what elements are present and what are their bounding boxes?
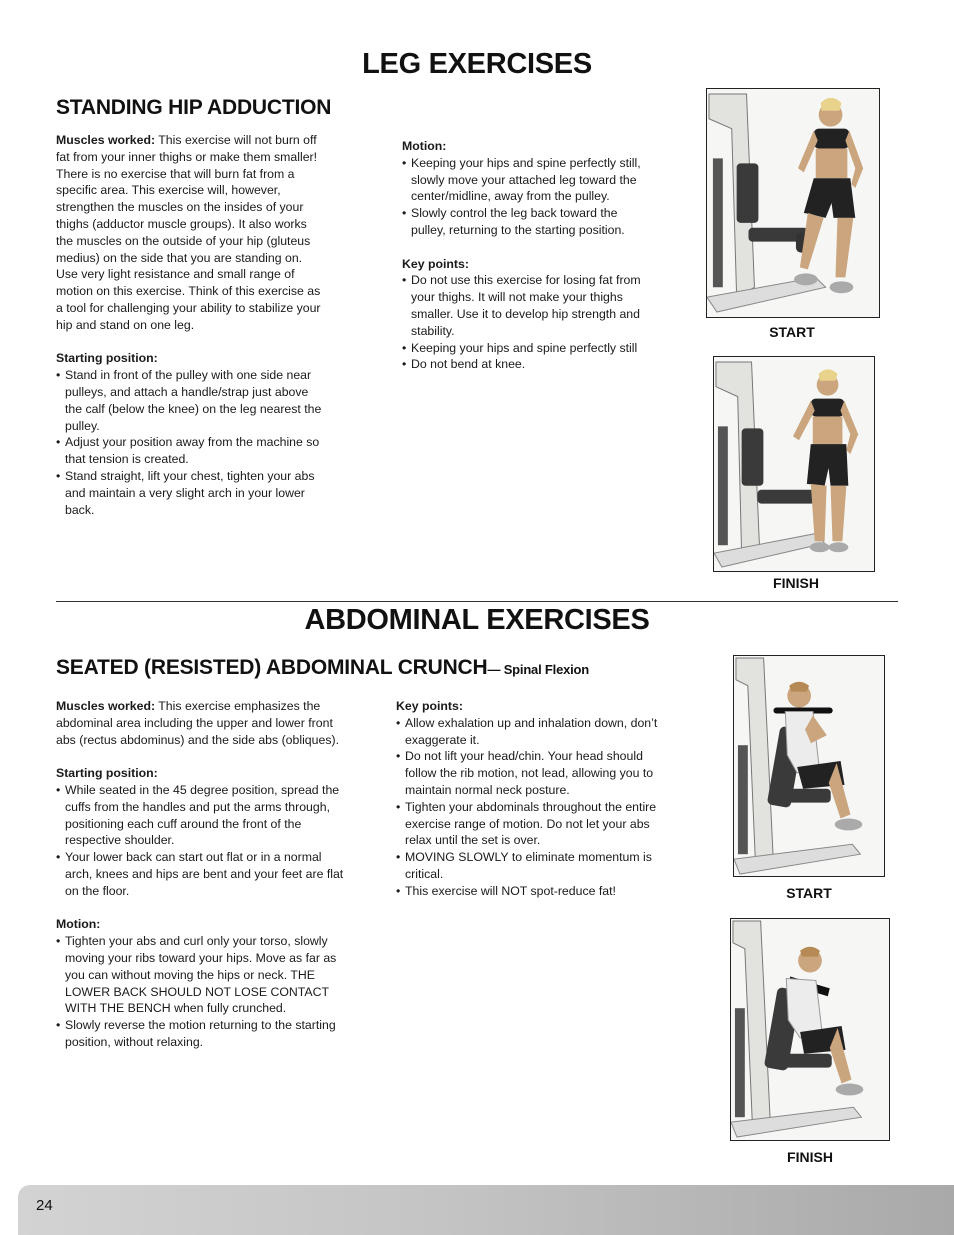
list-item: • Tighten your abdominals throughout the entire exercise range of motion. Do not let your abs relax until the set is over. bbox=[396, 799, 658, 849]
abs-start-photo bbox=[733, 655, 885, 877]
abs-finish-caption: FINISH bbox=[787, 1149, 833, 1165]
abs-starting-label: Starting position: bbox=[56, 766, 158, 781]
leg-muscles-text: This exercise will not burn off fat from your inner thighs or make them smaller! There is no exercise that will burn fat from a specific area. This exercise will, however, strengthen the muscles on the insides of your thighs (adductor muscle groups). It also works the muscles on the outside of your hip (gluteus medius) on the side that you are standing on. Use very light resistance and small range of motion on this exercise. Think of this exercise as a tool for challenging your ability to stabilize your hip and stand on one leg. bbox=[56, 133, 321, 332]
abs-starting-list bbox=[56, 782, 346, 900]
list-item: • Allow exhalation up and inhalation down, don’t exaggerate it. bbox=[396, 715, 658, 749]
abs-motion-label: Motion: bbox=[56, 917, 101, 932]
leg-starting-list bbox=[56, 367, 326, 518]
abs-exercise-heading bbox=[56, 656, 589, 680]
leg-finish-caption: FINISH bbox=[773, 575, 819, 591]
leg-muscles-label: Muscles worked: bbox=[56, 133, 156, 147]
abs-exercise-title: SEATED (RESISTED) ABDOMINAL CRUNCH bbox=[56, 656, 488, 679]
page-footer bbox=[18, 1185, 954, 1235]
list-item: • Do not bend at knee. bbox=[402, 356, 654, 373]
leg-section-title: LEG EXERCISES bbox=[362, 48, 592, 80]
leg-keypoints-list bbox=[402, 272, 654, 373]
list-item: • Keeping your hips and spine perfectly still bbox=[402, 340, 654, 357]
abs-muscles-text: This exercise emphasizes the abdominal area including the upper and lower front abs (rectus abdominus) and the side abs (obliques). bbox=[56, 699, 339, 747]
list-item: • Tighten your abs and curl only your torso, slowly moving your ribs toward your hips. Move as far as you can without moving the hips or neck. THE LOWER BACK SHOULD NOT LOSE CONTACT WITH THE BENCH when fully crunched. bbox=[56, 933, 346, 1017]
leg-finish-photo bbox=[713, 356, 875, 572]
list-item: • Stand in front of the pulley with one side near pulleys, and attach a handle/strap just above the calf (below the knee) on the leg nearest the pulley. bbox=[56, 367, 326, 434]
abs-motion-list bbox=[56, 933, 346, 1051]
list-item: • Stand straight, lift your chest, tighten your abs and maintain a very slight arch in your lower back. bbox=[56, 468, 326, 518]
list-item: • Do not use this exercise for losing fat from your thighs. It will not make your thighs smaller. Use it to develop hip strength and stability. bbox=[402, 272, 654, 339]
list-item: • Your lower back can start out flat or in a normal arch, knees and hips are bent and your feet are flat on the floor. bbox=[56, 849, 346, 899]
list-item: • While seated in the 45 degree position, spread the cuffs from the handles and put the arms through, positioning each cuff around the front of the respective shoulder. bbox=[56, 782, 346, 849]
leg-exercise-title: STANDING HIP ADDUCTION bbox=[56, 96, 332, 119]
list-item: • Do not lift your head/chin. Your head should follow the rib motion, not lead, allowing you to maintain normal neck posture. bbox=[396, 748, 658, 798]
section-divider bbox=[56, 601, 898, 602]
page-number: 24 bbox=[36, 1197, 53, 1214]
abs-finish-photo bbox=[730, 918, 890, 1141]
list-item: • Adjust your position away from the machine so that tension is created. bbox=[56, 434, 326, 468]
abs-muscles-label: Muscles worked: bbox=[56, 699, 156, 713]
leg-right-column bbox=[402, 138, 654, 373]
abs-keypoints-list bbox=[396, 715, 658, 900]
abs-start-caption: START bbox=[786, 885, 832, 901]
leg-left-column bbox=[56, 132, 326, 518]
leg-start-photo bbox=[706, 88, 880, 318]
leg-start-caption: START bbox=[769, 324, 815, 340]
abs-keypoints-label: Key points: bbox=[396, 699, 463, 713]
list-item: • Keeping your hips and spine perfectly still, slowly move your attached leg toward the center/midline, away from the pulley. bbox=[402, 155, 654, 205]
list-item: • Slowly control the leg back toward the pulley, returning to the starting position. bbox=[402, 205, 654, 239]
leg-muscles-paragraph bbox=[56, 132, 326, 334]
list-item: • Slowly reverse the motion returning to the starting position, without relaxing. bbox=[56, 1017, 346, 1051]
list-item: • This exercise will NOT spot-reduce fat! bbox=[396, 883, 658, 900]
leg-motion-label: Motion: bbox=[402, 139, 447, 153]
abs-muscles-paragraph bbox=[56, 698, 346, 748]
abs-left-column bbox=[56, 698, 346, 1051]
leg-keypoints-label: Key points: bbox=[402, 256, 469, 271]
abs-section-title: ABDOMINAL EXERCISES bbox=[304, 604, 650, 636]
leg-starting-label: Starting position: bbox=[56, 351, 158, 366]
leg-motion-list bbox=[402, 155, 654, 239]
abs-exercise-subtitle: — Spinal Flexion bbox=[487, 662, 590, 677]
list-item: • MOVING SLOWLY to eliminate momentum is critical. bbox=[396, 849, 658, 883]
abs-right-column bbox=[396, 698, 658, 900]
